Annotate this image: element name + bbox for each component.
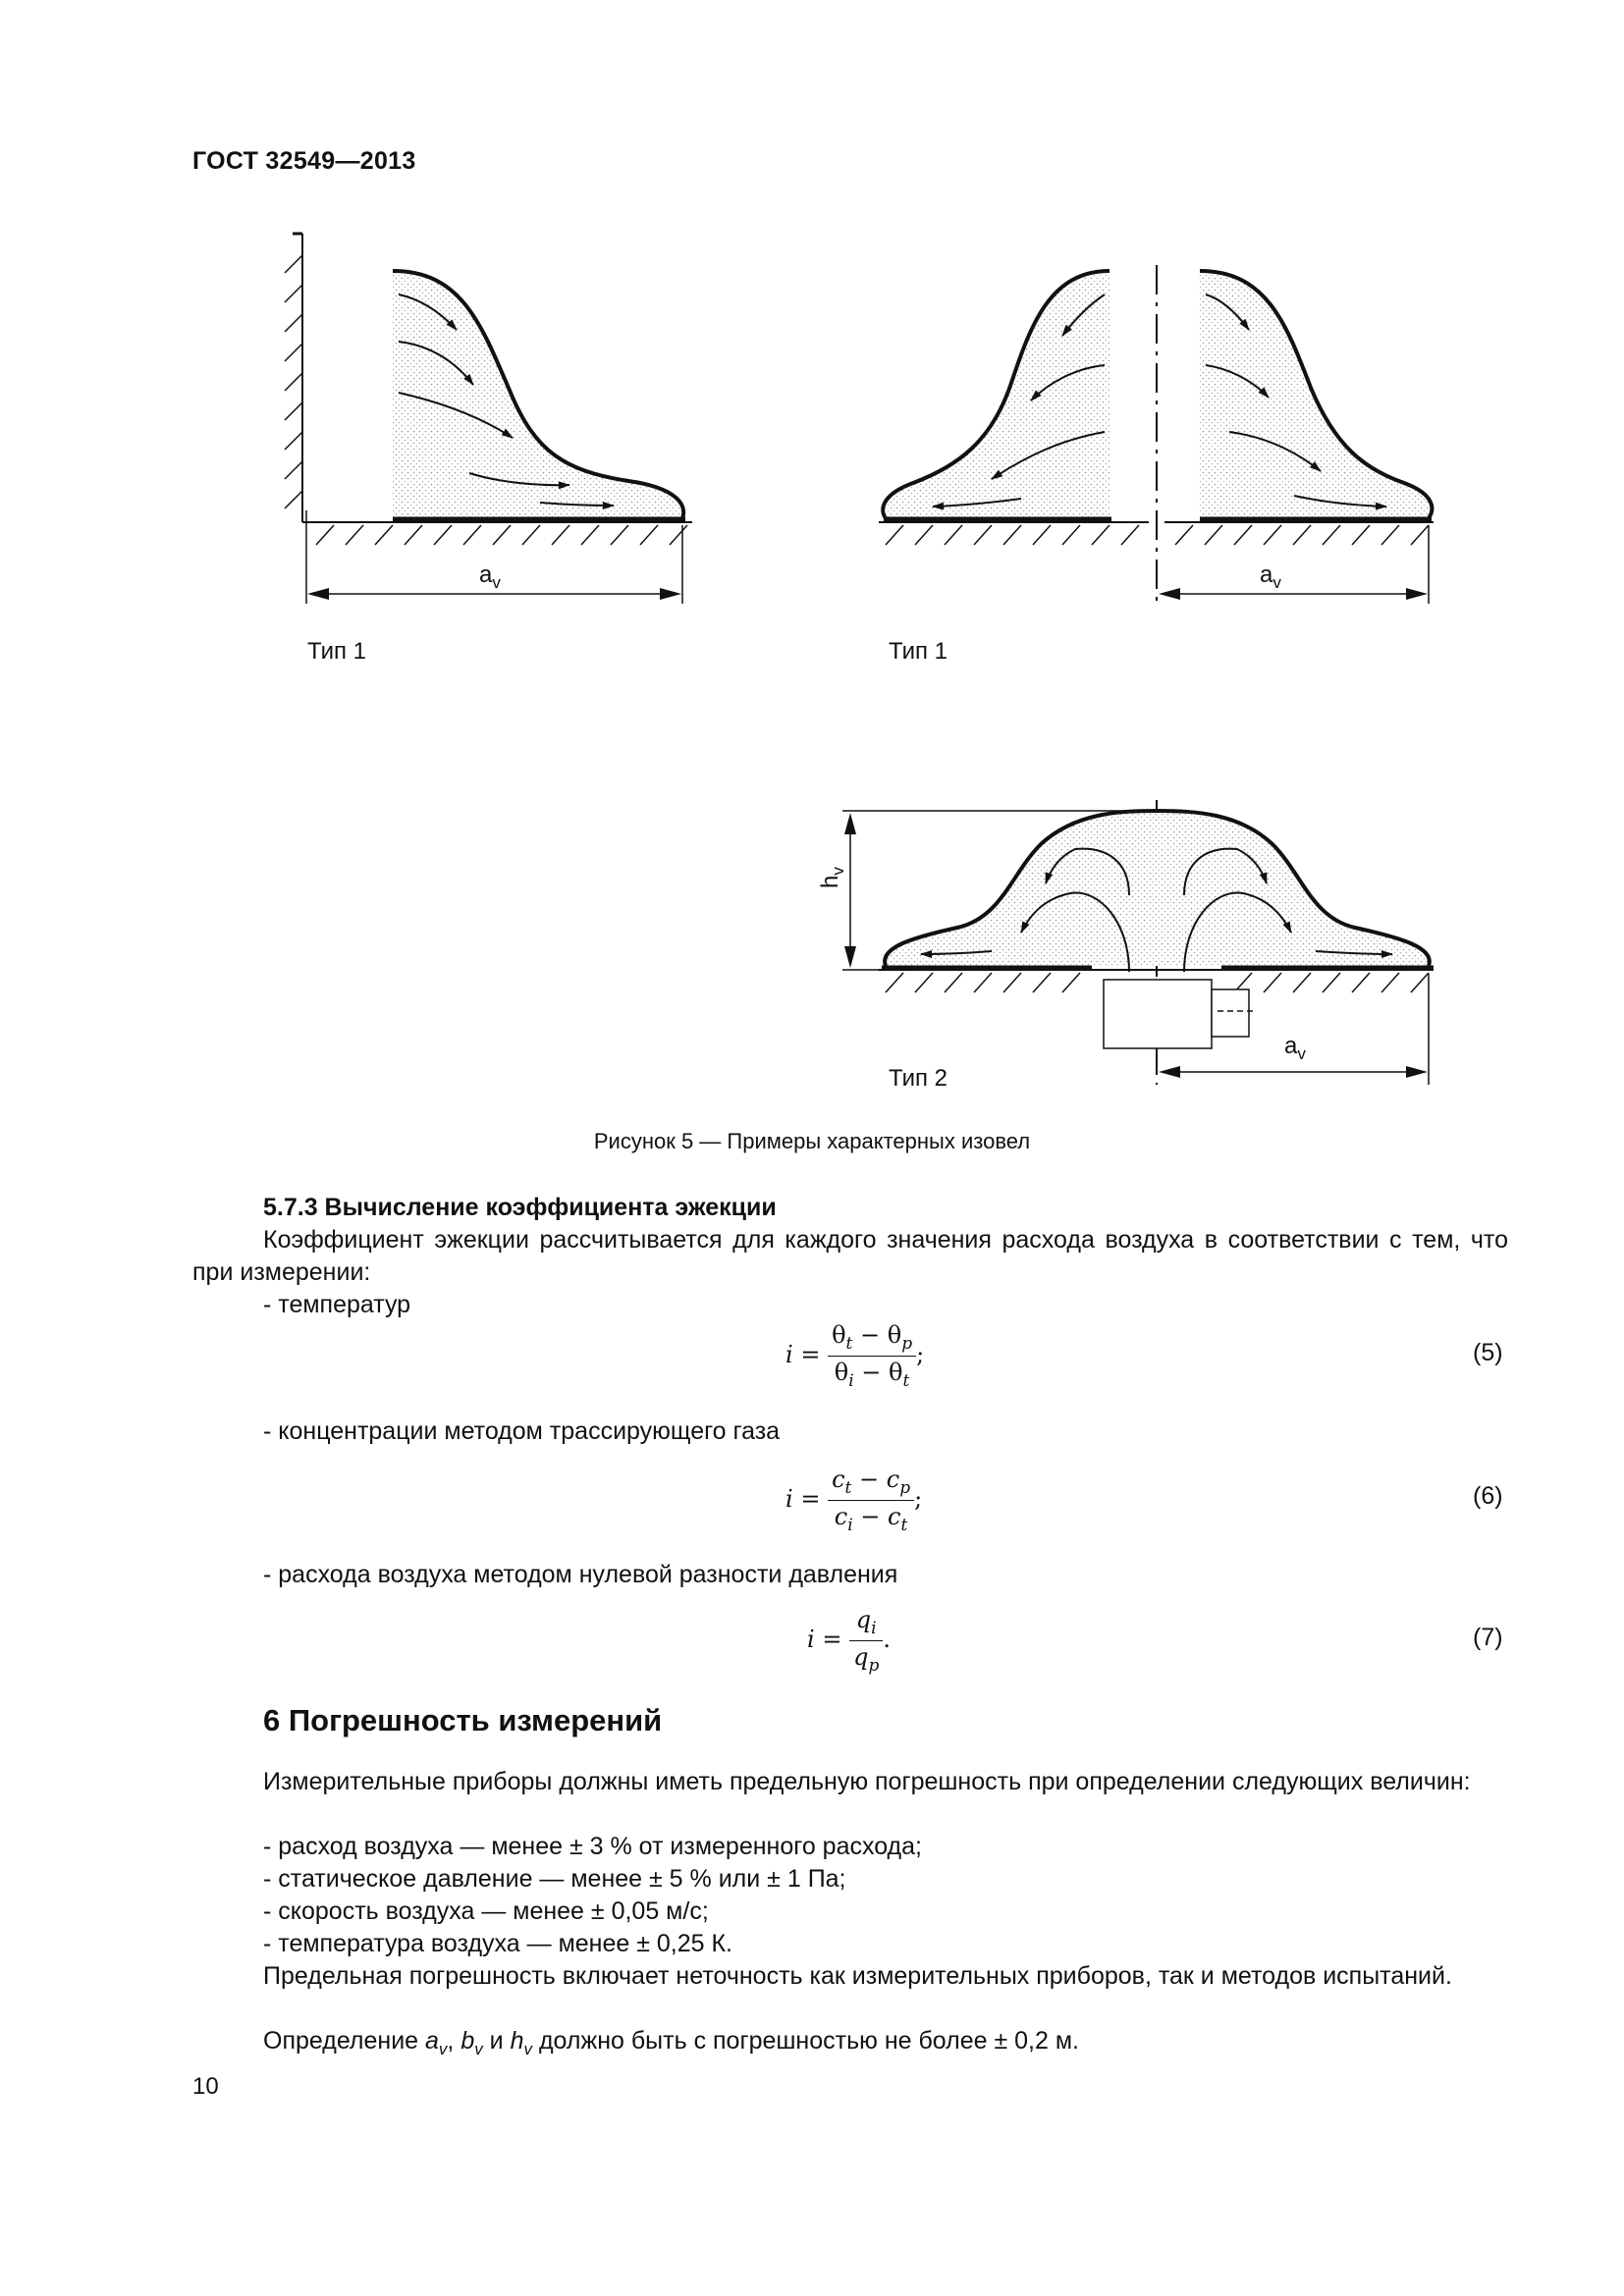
section-6-title: 6 Погрешность измерений: [263, 1703, 663, 1737]
list-item: - температура воздуха — менее ± 0,25 К.: [263, 1930, 733, 1957]
equation-number-5: (5): [1473, 1339, 1503, 1366]
item-tracer-gas: - концентрации методом трассирующего газа: [263, 1417, 781, 1445]
dim-av-3: $a_v$: [1284, 1033, 1306, 1063]
equation-number-7: (7): [1473, 1624, 1503, 1651]
list-item: - расход воздуха — менее ± 3 % от измеренного расхода;: [263, 1833, 922, 1860]
section-5-7-3-title: 5.7.3 Вычисление коэффициента эжекции: [263, 1194, 777, 1221]
diagram-type1-symmetric: [879, 265, 1434, 604]
figure-5-isovels: [0, 0, 1624, 1109]
label-type2: Тип 2: [889, 1065, 948, 1092]
document-header: ГОСТ 32549—2013: [192, 147, 416, 175]
dim-av-2: $a_v$: [1260, 561, 1281, 592]
figure-caption: Рисунок 5 — Примеры характерных изовел: [593, 1129, 1031, 1153]
item-temperatures: - температур: [263, 1291, 411, 1318]
diagram-type2: [842, 800, 1434, 1085]
label-type1-left: Тип 1: [307, 638, 367, 665]
page-number: 10: [192, 2073, 219, 2100]
section-5-7-3-intro: Коэффициент эжекции рассчитывается для каждого значения расхода воздуха в соответствии с тем, что при измерении:: [192, 1226, 1508, 1286]
list-item: - статическое давление — менее ± 5 % или ± 1 Па;: [263, 1865, 846, 1893]
section-6-last-line: Определение $a_v$, $b_v$ и $h_v$ должно быть с погрешностью не более ± 0,2 м.: [263, 2027, 1079, 2058]
formula-7: i = $\frac{q_i}{q_p}$ .: [807, 1606, 891, 1676]
section-6-paragraph: Предельная погрешность включает неточность как измерительных приборов, так и методов испытаний.: [263, 1962, 1452, 1990]
section-6-intro: Измерительные приборы должны иметь предельную погрешность при определении следующих величин:: [263, 1768, 1471, 1795]
list-item: - скорость воздуха — менее ± 0,05 м/с;: [263, 1897, 709, 1925]
item-zero-pressure: - расхода воздуха методом нулевой разности давления: [263, 1561, 898, 1588]
formula-6: i = $\frac{c_t - c_p}{c_i - c_t}$ ;: [785, 1466, 923, 1535]
dim-av-1: $a_v$: [479, 561, 501, 592]
formula-5: i = $\frac{\theta_t - \theta_p}{\theta_i - \theta_t}$ ;: [785, 1321, 925, 1391]
diagram-type1-wall: [285, 234, 692, 604]
equation-number-6: (6): [1473, 1482, 1503, 1510]
dim-hv: $h_v$: [817, 867, 847, 888]
label-type1-right: Тип 1: [889, 638, 948, 665]
